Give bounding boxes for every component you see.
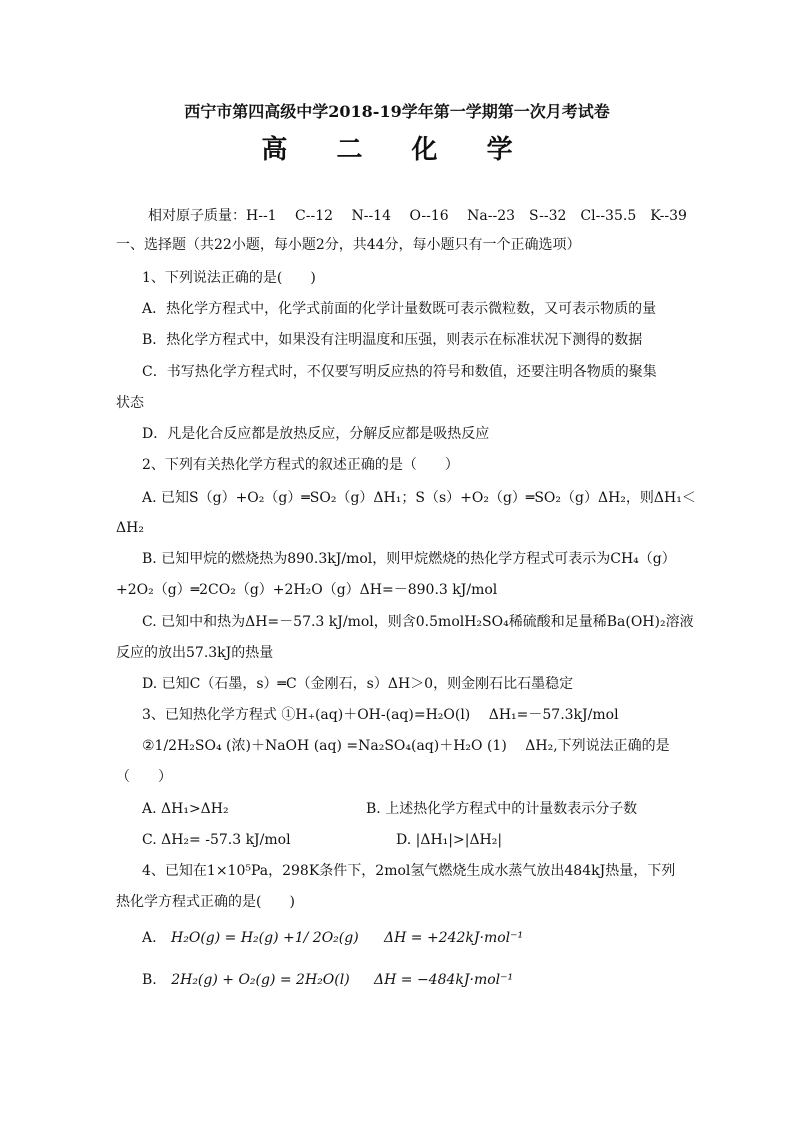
atomic-mass-line: 相对原子质量：H--1 C--12 N--14 O--16 Na--23 S--32 Cl--35.5 K--39 [148,208,687,224]
question-3-option-c: C. ΔH₂= -57.3 kJ/mol [142,832,291,848]
question-2-option-c: C. 已知中和热为ΔH=－57.3 kJ/mol，则含0.5molH₂SO₄稀硫酸和足量稀Ba(OH)₂溶液 [142,614,694,630]
question-4-stem-cont: 热化学方程式正确的是( ) [116,894,295,910]
option-a-equation: H₂O(g) = H₂(g) +1/ 2O₂(g) [171,930,359,946]
question-1-option-b: B．热化学方程式中，如果没有注明温度和压强，则表示在标准状况下测得的数据 [142,332,643,348]
question-1-option-c-cont: 状态 [116,395,144,411]
question-2-option-a: A. 已知S（g）+O₂（g）═SO₂（g）ΔH₁；S（s）+O₂（g）═SO₂（g）ΔH₂，则ΔH₁＜ [142,490,696,506]
question-1-option-a: A．热化学方程式中，化学式前面的化学计量数既可表示微粒数，又可表示物质的量 [142,301,657,317]
option-b-equation: 2H₂(g) + O₂(g) = 2H₂O(l) [171,972,350,988]
question-2-option-a-cont: ΔH₂ [116,520,144,536]
question-4-option-b [142,970,350,990]
question-3-option-a: A. ΔH₁>ΔH₂ [142,801,229,817]
question-3-option-b: B. 上述热化学方程式中的计量数表示分子数 [366,801,638,817]
question-1-stem: 1、下列说法正确的是( ) [142,270,316,286]
exam-title: 西宁市第四高级中学2018-19学年第一学期第一次月考试卷 [184,102,610,121]
option-b-label: B. [142,972,157,988]
question-2-option-b: B. 已知甲烷的燃烧热为890.3kJ/mol，则甲烷燃烧的热化学方程式可表示为CH₄（g） [142,551,676,567]
question-4-option-a [142,928,359,948]
section-heading: 一、选择题（共22小题，每小题2分，共44分，每小题只有一个正确选项） [116,237,581,253]
question-1-option-d: D．凡是化合反应都是放热反应，分解反应都是吸热反应 [142,426,490,442]
option-b-enthalpy: ΔH = −484kJ·mol⁻¹ [374,972,514,988]
subject-title: 高 二 化 学 [261,135,533,165]
question-2-option-b-cont: +2O₂（g）═2CO₂（g）+2H₂O（g）ΔH=－890.3 kJ/mol [116,582,498,598]
question-2-stem: 2、下列有关热化学方程式的叙述正确的是（ ） [142,457,459,473]
question-1-option-c: C．书写热化学方程式时，不仅要写明反应热的符号和数值，还要注明各物质的聚集 [142,364,657,380]
option-a-enthalpy: ΔH = +242kJ·mol⁻¹ [384,930,524,946]
question-2-option-c-cont: 反应的放出57.3kJ的热量 [116,645,274,661]
option-a-label: A. [142,930,157,946]
question-3-paren: （ ） [116,769,172,785]
question-3-option-d: D. |ΔH₁|>|ΔH₂| [396,832,503,848]
question-3-equation-2: ②1/2H₂SO₄ (浓)＋NaOH (aq) =Na₂SO₄(aq)＋H₂O (1) ΔH₂,下列说法正确的是 [142,738,670,754]
question-2-option-d: D. 已知C（石墨，s）═C（金刚石，s）ΔH＞0，则金刚石比石墨稳定 [142,676,574,692]
question-3-stem: 3、已知热化学方程式 ①H₊(aq)＋OH-(aq)=H₂O(l) ΔH₁=－57.3kJ/mol [142,707,619,723]
question-4-stem: 4、已知在1×10⁵Pa，298K条件下，2mol氢气燃烧生成水蒸气放出484kJ热量，下列 [142,863,676,879]
